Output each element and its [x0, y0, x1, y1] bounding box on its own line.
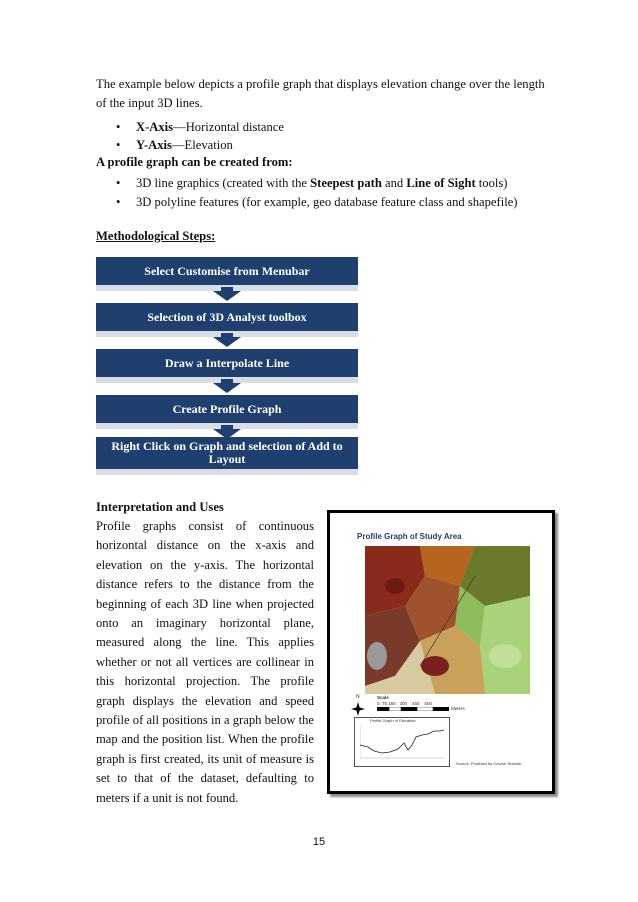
bullet-icon: • — [116, 120, 121, 134]
methodological-heading: Methodological Steps: — [96, 229, 216, 243]
profile-line-chart — [360, 725, 444, 759]
scale-label: Scale — [377, 695, 389, 700]
intro-paragraph: The example below depicts a profile graph that displays elevation change over the length of the input 3D lines. — [96, 77, 545, 110]
inset-title: Profile Graph of Elevation — [370, 718, 416, 723]
tool-name: Line of Sight — [406, 176, 476, 190]
bullet-text: 3D line graphics (created with the — [136, 176, 311, 190]
scale-bar — [377, 707, 449, 711]
axis-term: Y-Axis — [136, 138, 172, 152]
scale-ticks: 0 75 150 300 450 600 — [377, 701, 433, 706]
source-note: Source: Prodided by Course Teacher — [456, 761, 522, 766]
create-heading: A profile graph can be created from: — [96, 155, 293, 169]
down-arrow-icon — [213, 287, 241, 301]
flow-step-1: Select Customise from Menubar — [96, 257, 358, 291]
down-arrow-icon — [213, 333, 241, 347]
figure-title: Profile Graph of Study Area — [357, 532, 462, 541]
bullet-text: tools) — [475, 176, 508, 190]
axis-term: X-Axis — [136, 120, 174, 134]
north-arrow-icon — [351, 702, 365, 716]
axis-desc: —Elevation — [171, 138, 233, 152]
interpretation-heading: Interpretation and Uses — [96, 500, 224, 514]
flow-step-4: Create Profile Graph — [96, 395, 358, 429]
bullet-icon: • — [116, 176, 121, 190]
elevation-map — [365, 546, 530, 694]
page-number: 15 — [312, 836, 326, 848]
scale-unit: Meters — [451, 706, 465, 711]
bullet-text: 3D polyline features (for example, geo database feature class and shapefile) — [136, 195, 518, 209]
bullet-icon: • — [116, 195, 121, 209]
axis-desc: —Horizontal distance — [173, 120, 284, 134]
tool-name: Steepest path — [310, 176, 382, 190]
north-label: N — [356, 694, 360, 700]
flow-step-3: Draw a Interpolate Line — [96, 349, 358, 383]
interpretation-paragraph: Profile graphs consist of continuous horizontal distance on the x-axis and elevation on the y-axis. The horizontal distance refers to the distance from the beginning of each 3D line when projected onto an imaginary horizontal plane, measured along the line. This applies whether or not all vertices are collinear in this horizontal projection. The profile graph displays the elevation and speed profile of all positions in a graph below the map and the position list. When the profile graph is first created, its unit of measure is set to that of the dataset, defaulting to meters if a unit is not found. — [96, 519, 314, 805]
flow-step-2: Selection of 3D Analyst toolbox — [96, 303, 358, 337]
down-arrow-icon — [213, 379, 241, 393]
bullet-icon: • — [116, 138, 121, 152]
bullet-text: and — [381, 176, 407, 190]
flow-step-5: Right Click on Graph and selection of Add to Layout — [96, 437, 358, 475]
